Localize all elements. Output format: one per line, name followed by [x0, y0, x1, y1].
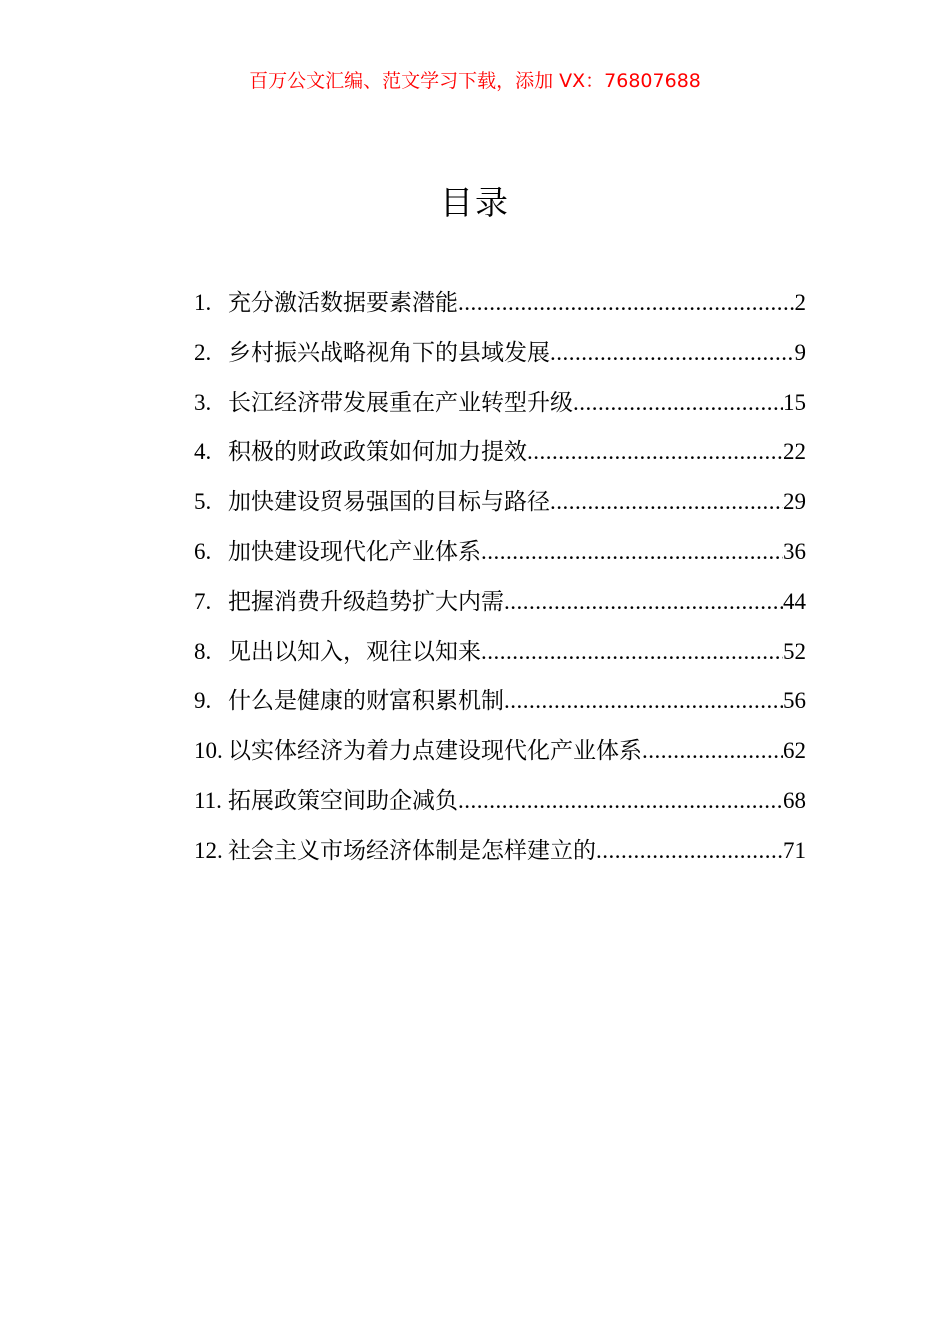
toc-title: 以实体经济为着力点建设现代化产业体系 — [228, 738, 642, 765]
toc-title: 长江经济带发展重在产业转型升级 — [228, 389, 573, 416]
toc-number: 9. — [194, 688, 212, 714]
toc-entry-11[interactable] — [194, 781, 806, 831]
toc-page-number: 15 — [783, 389, 806, 415]
toc-page-number: 68 — [783, 787, 806, 813]
toc-number: 5. — [194, 489, 212, 515]
toc-entry-1[interactable] — [194, 283, 806, 333]
toc-entry-10[interactable] — [194, 731, 806, 781]
toc-entry-8[interactable] — [194, 632, 806, 682]
header-note: 百万公文汇编、范文学习下载，添加 VX：76807688 — [249, 70, 701, 92]
toc-dot-leader — [596, 831, 783, 871]
toc-page-number: 2 — [794, 290, 806, 315]
toc-dot-leader — [458, 283, 795, 323]
toc-entry-5[interactable] — [194, 482, 806, 532]
toc-number: 8. — [194, 638, 212, 664]
toc-dot-leader — [573, 383, 783, 423]
toc-entry-4[interactable] — [194, 432, 806, 482]
toc-number: 4. — [194, 439, 212, 465]
toc-page-number: 9 — [794, 339, 806, 365]
toc-dot-leader — [458, 781, 783, 821]
toc-entry-2[interactable] — [194, 333, 806, 383]
toc-dot-leader — [550, 333, 795, 373]
toc-entry-6[interactable] — [194, 532, 806, 582]
toc-title: 见出以知入，观往以知来 — [228, 638, 481, 665]
toc-dot-leader — [504, 681, 783, 721]
toc-title: 拓展政策空间助企减负 — [228, 787, 458, 814]
toc-title: 加快建设现代化产业体系 — [228, 538, 481, 565]
toc-page-number: 36 — [783, 538, 806, 564]
toc-dot-leader — [504, 582, 783, 622]
toc-page-number: 29 — [783, 489, 806, 515]
toc-number: 11. — [194, 787, 222, 813]
toc-number: 3. — [194, 389, 212, 415]
toc-page-number: 52 — [783, 638, 806, 664]
toc-number: 12. — [194, 837, 223, 863]
toc-title: 什么是健康的财富积累机制 — [228, 688, 504, 715]
toc-page-number: 71 — [783, 837, 806, 863]
toc-page-number: 62 — [783, 738, 806, 764]
toc-title: 积极的财政政策如何加力提效 — [228, 439, 527, 466]
toc-title: 社会主义市场经济体制是怎样建立的 — [228, 837, 596, 864]
toc-title: 充分激活数据要素潜能 — [228, 290, 458, 316]
toc-entry-7[interactable] — [194, 582, 806, 632]
toc-entry-9[interactable] — [194, 681, 806, 731]
toc-entry-3[interactable] — [194, 383, 806, 433]
toc-dot-leader — [527, 432, 783, 472]
toc-page-number: 56 — [783, 688, 806, 714]
toc-dot-leader — [481, 532, 783, 572]
toc-dot-leader — [550, 482, 783, 522]
toc-title: 加快建设贸易强国的目标与路径 — [228, 489, 550, 516]
toc-number: 1. — [194, 290, 212, 315]
toc-number: 10. — [194, 738, 223, 764]
toc-number: 6. — [194, 538, 212, 564]
toc-page-number: 22 — [783, 439, 806, 465]
toc-number: 2. — [194, 339, 212, 365]
page-title: 目录 — [440, 183, 510, 222]
toc-dot-leader — [481, 632, 783, 672]
toc-entry-12[interactable] — [194, 831, 806, 881]
toc-page-number: 44 — [783, 588, 806, 614]
toc-dot-leader — [642, 731, 783, 771]
table-of-contents — [194, 283, 806, 881]
toc-title: 把握消费升级趋势扩大内需 — [228, 588, 504, 615]
toc-number: 7. — [194, 588, 212, 614]
toc-title: 乡村振兴战略视角下的县域发展 — [228, 339, 550, 366]
